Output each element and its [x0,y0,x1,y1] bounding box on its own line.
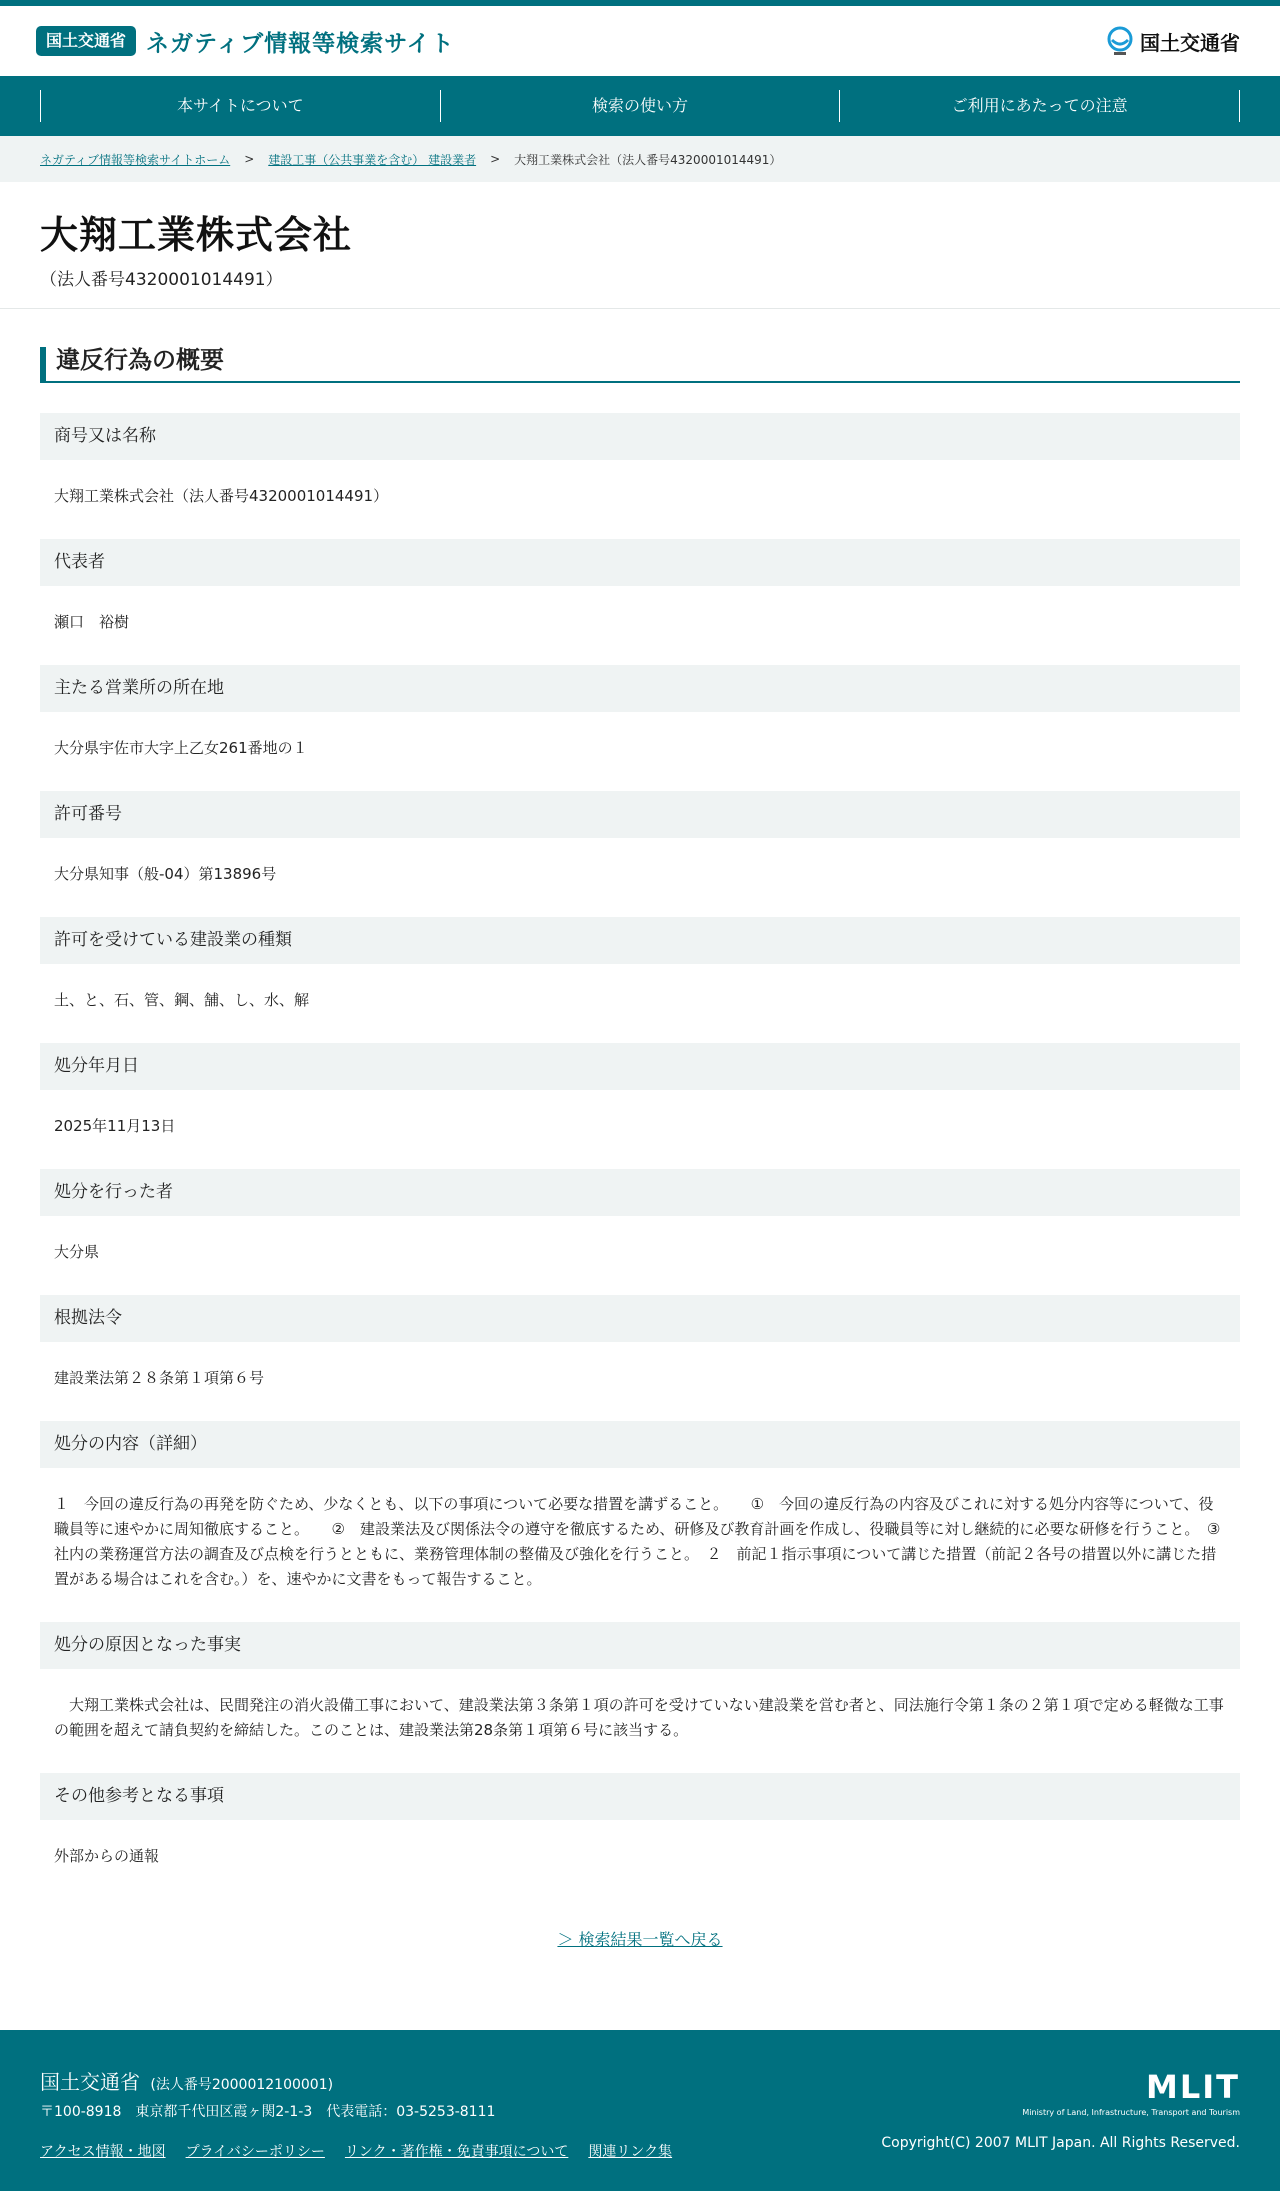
mlit-emblem-icon [1106,26,1134,56]
field-label: 商号又は名称 [40,413,1240,460]
site-brand[interactable] [36,25,455,58]
ministry-badge: 国土交通省 [36,26,136,56]
site-title: ネガティブ情報等検索サイト [146,30,455,57]
field-label: 処分を行った者 [40,1169,1240,1216]
footer-link-privacy[interactable]: プライバシーポリシー [185,2144,325,2160]
mlit-mark: MLIT [1146,2068,1240,2106]
field-label: 根拠法令 [40,1295,1240,1342]
footer-mlit-logo [1022,2068,1240,2117]
breadcrumb-current: 大翔工業株式会社（法人番号4320001014491） [514,152,782,167]
breadcrumb-home-link[interactable]: ネガティブ情報等検索サイトホーム [40,152,231,167]
copyright: Copyright(C) 2007 MLIT Japan. All Rights Reserved. [881,2135,1240,2151]
field-label: 代表者 [40,539,1240,586]
field-other-notes [40,1773,1240,1899]
mlit-logo[interactable] [1106,26,1240,56]
footer-address: 〒100-8918 東京都千代田区霞ヶ関2-1-3 代表電話：03-5253-8111 [40,2104,496,2120]
breadcrumb [0,136,1280,182]
field-value: 大分県知事（般-04）第13896号 [54,865,277,883]
main-content [0,309,1280,2030]
nav-item-about[interactable]: 本サイトについて [40,90,440,122]
field-legal-basis [40,1295,1240,1421]
page-heading [0,182,1280,309]
field-label: 処分の原因となった事実 [40,1622,1240,1669]
field-cause-facts [40,1622,1240,1773]
breadcrumb-separator: > [244,152,255,166]
breadcrumb-separator: > [490,152,501,166]
back-to-results-link[interactable]: ＞ 検索結果一覧へ戻る [557,1930,723,1949]
back-link-wrap [40,1899,1240,2030]
field-license-number [40,791,1240,917]
field-address [40,665,1240,791]
field-label: 許可番号 [40,791,1240,838]
section-heading-wrap [40,347,1240,413]
field-company-name [40,413,1240,539]
field-label: 処分年月日 [40,1043,1240,1090]
field-label: 許可を受けている建設業の種類 [40,917,1240,964]
field-representative [40,539,1240,665]
page-subtitle: （法人番号4320001014491） [40,270,283,290]
breadcrumb-category-link[interactable]: 建設工事（公共事業を含む） 建設業者 [268,152,477,167]
footer-corp-number: (法人番号2000012100001) [150,2077,334,2093]
field-disposition-date [40,1043,1240,1169]
field-value: 大翔工業株式会社は、民間発注の消火設備工事において、建設業法第３条第１項の許可を受けていない建設業を営む者と、同法施行令第１条の２第１項で定める軽微な工事の範囲を超えて請負契約を締結した。このことは、建設業法第28条第１項第６号に該当する。 [54,1696,1224,1739]
field-label: その他参考となる事項 [40,1773,1240,1820]
field-value: １ 今回の違反行為の再発を防ぐため、少なくとも、以下の事項について必要な措置を講ずること。 ① 今回の違反行為の内容及びこれに対する処分内容等について、役職員等に速やかに周知徹底すること。 ② 建設業法及び関係法令の遵守を徹底するため、研修及び教育計画を作成し、役職員等に対し継続的に必要な研修を行うこと。 ③ 社内の業務運営方法の調査及び点検を行うとともに、業務管理体制の整備及び強化を行うこと。 ２ 前記１指示事項について講じた措置（前記２各号の措置以外に講じた措置がある場合はこれを含む。）を、速やかに文書をもって報告すること。 [54,1495,1236,1588]
field-value: 建設業法第２８条第１項第６号 [54,1369,265,1387]
mlit-mark-sub: Ministry of Land, Infrastructure, Transport and Tourism [1022,2108,1240,2117]
nav-item-howto[interactable]: 検索の使い方 [440,90,840,122]
field-label: 処分の内容（詳細） [40,1421,1240,1468]
field-license-types [40,917,1240,1043]
field-value: 大分県宇佐市大字上乙女261番地の１ [54,739,308,757]
section-title-text: 違反行為の概要 [56,346,224,374]
nav-item-notice[interactable]: ご利用にあたっての注意 [839,90,1240,122]
field-value: 2025年11月13日 [54,1117,176,1135]
field-value: 土、と、石、管、鋼、舗、し、水、解 [54,991,310,1009]
site-header [0,6,1280,76]
site-footer [0,2030,1280,2191]
page-title: 大翔工業株式会社 [40,213,353,257]
footer-org-name: 国土交通省 [40,2070,140,2094]
mlit-logo-text: 国土交通省 [1140,30,1240,55]
global-nav [0,76,1280,136]
field-value: 大翔工業株式会社（法人番号4320001014491） [54,487,389,505]
field-authority [40,1169,1240,1295]
footer-link-access[interactable]: アクセス情報・地図 [40,2144,166,2160]
field-disposition-details [40,1421,1240,1622]
field-label: 主たる営業所の所在地 [40,665,1240,712]
field-value: 外部からの通報 [54,1847,160,1865]
section-title [40,347,1240,383]
footer-link-copyright[interactable]: リンク・著作権・免責事項について [344,2144,569,2160]
footer-link-related[interactable]: 関連リンク集 [588,2144,673,2160]
field-value: 大分県 [54,1243,100,1261]
field-value: 瀬口 裕樹 [54,613,130,631]
